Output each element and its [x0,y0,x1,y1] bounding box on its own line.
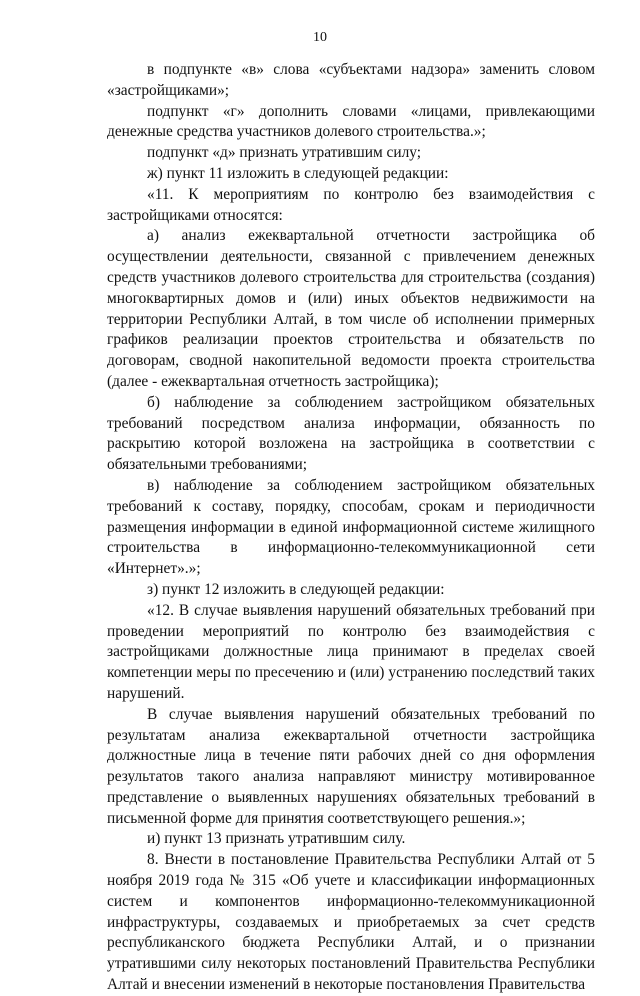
paragraph-point-11-v: в) наблюдение за соблюдением застройщиком обязательных требований к составу, порядку, способам, срокам и периодичности размещения информации в единой информационной системе жилищного строительства в информационно-телекоммуникационной сети «Интернет».»; [107,476,595,578]
paragraph-subpoint-g: подпункт «г» дополнить словами «лицами, привлекающими денежные средства участников долевого строительства.»; [107,102,595,141]
paragraph-point-11: «11. К мероприятиям по контролю без взаимодействия с застройщиками относятся: [107,185,595,224]
paragraph-point-11-a: а) анализ ежеквартальной отчетности застройщика об осуществлении деятельности, связанной с привлечением денежных средств участников долевого строительства для строительства (создания) многоквартирных домов и (или) иных объектов недвижимости на территории Республики Алтай, в том числе об исполнении примерных графиков реализации проектов строительства и обязательств по договорам, сводной накопительной ведомости проекта строительства (далее - ежеквартальная отчетность застройщика); [107,227,595,390]
paragraph-item-z: з) пункт 12 изложить в следующей редакции: [147,580,445,598]
paragraph-subpoint-d: подпункт «д» признать утратившим силу; [147,144,422,162]
paragraph-point-12: «12. В случае выявления нарушений обязательных требований при проведении мероприятий по контролю без взаимодействия с застройщиками должностные лица принимают в пределах своей компетенции меры по пресечению и (или) устранению последствий таких нарушений. [107,601,595,702]
paragraph-section-8: 8. Внести в постановление Правительства Республики Алтай от 5 ноября 2019 года № 315 «Об учете и классификации информационных систем и компонентов информационно-телекоммуникационной инфраструктуры, создаваемых и приобретаемых за счет средств республиканского бюджета Республики Алтай, и о признании утратившими силу некоторых постановлений Правительства Республики Алтай и внесении изменений в некоторые постановления Правительства [107,851,595,994]
page-number: 10 [313,30,327,45]
paragraph-point-11-b: б) наблюдение за соблюдением застройщиком обязательных требований посредством анализа информации, обязанность по раскрытию которой возложена на застройщика в соответствии с обязательными требованиями; [107,393,595,474]
paragraph-item-i: и) пункт 13 признать утратившим силу. [147,830,406,848]
paragraph-item-zh: ж) пункт 11 изложить в следующей редакции: [147,164,449,182]
paragraph-point-12-second: В случае выявления нарушений обязательных требований по результатам анализа ежеквартальной отчетности застройщика должностные лица в течение пяти рабочих дней со дня оформления результатов такого анализа направляют министру мотивированное представление о выявленных нарушениях обязательных требований в письменной форме для принятия соответствующего решения.»; [107,705,595,827]
document-body [107,60,595,996]
paragraph-subpoint-v: в подпункте «в» слова «субъектами надзора» заменить словом «застройщиками»; [107,61,595,99]
